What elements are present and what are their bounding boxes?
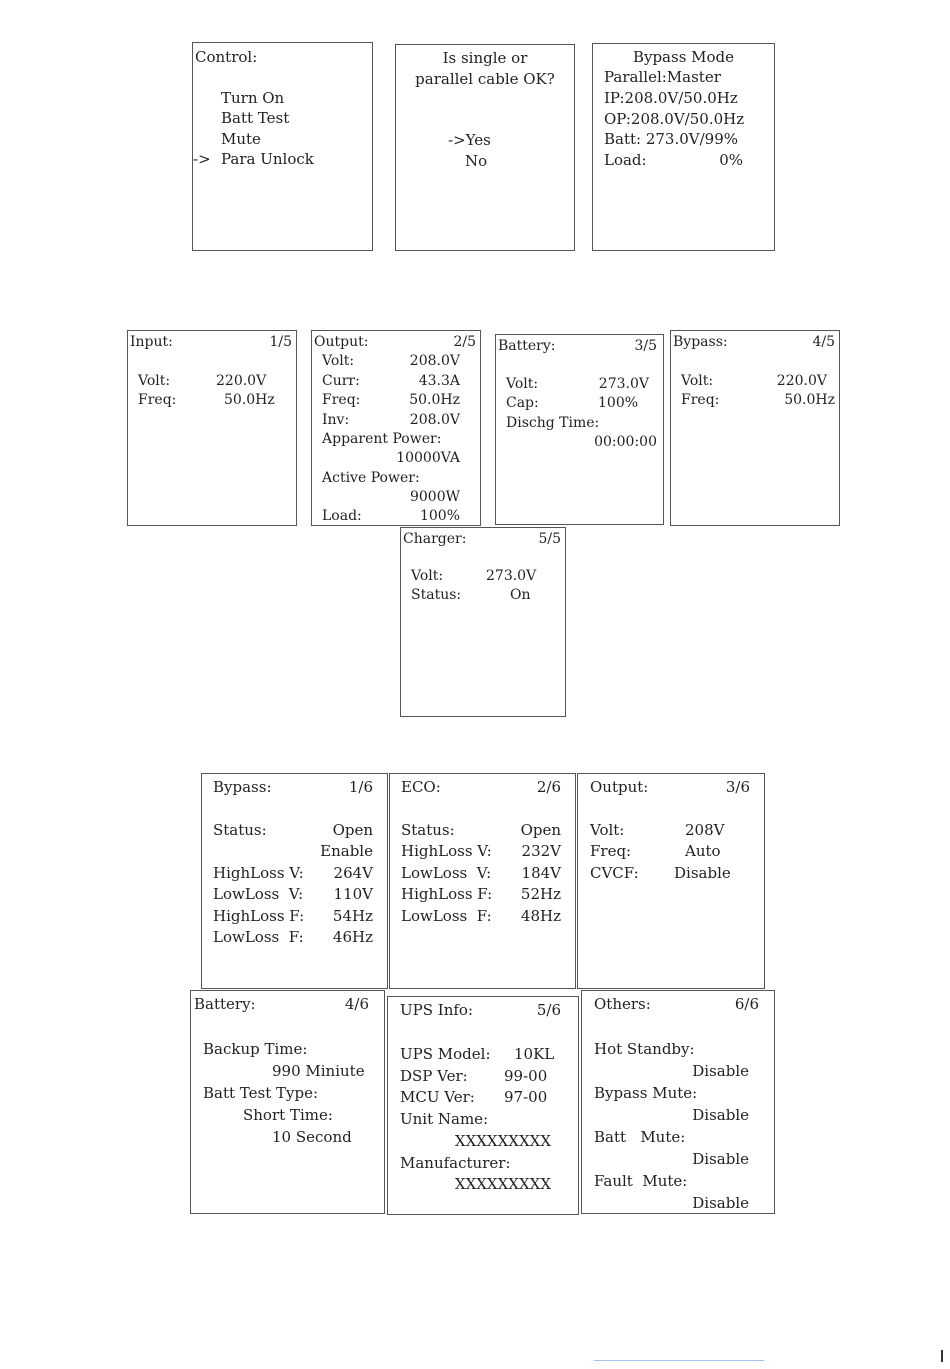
battery-title: Battery: <box>498 338 556 354</box>
bypass-lowloss-f-value: 46Hz <box>332 928 373 946</box>
eco-status-label: Status: <box>401 821 455 839</box>
battery-info-panel <box>495 334 664 525</box>
output-settings-freq-label: Freq: <box>590 842 632 860</box>
charger-volt-value: 273.0V <box>486 568 537 584</box>
output-settings-cvcf-value: Disable <box>674 864 731 882</box>
output-volt-value: 208.0V <box>409 353 460 369</box>
output-settings-panel <box>577 773 765 989</box>
output-settings-volt-label: Volt: <box>590 821 625 839</box>
eco-highloss-v-value: 232V <box>521 842 561 860</box>
input-volt-value: 220.0V <box>216 373 267 389</box>
control-menu-panel <box>192 42 373 251</box>
output-load-value: 100% <box>419 508 460 524</box>
bypass-page: 4/5 <box>812 334 835 350</box>
footer-divider-line <box>594 1360 764 1361</box>
eco-lowloss-f-label: LowLoss F: <box>401 907 492 925</box>
bypass-lowloss-f-label: LowLoss F: <box>213 928 304 946</box>
battery-dischg-label: Dischg Time: <box>506 415 600 431</box>
input-page: 1/5 <box>269 334 292 350</box>
output-page: 2/5 <box>453 334 476 350</box>
fault-mute-label: Fault Mute: <box>594 1172 688 1190</box>
page-edge-mark <box>941 1350 943 1362</box>
output-curr-label: Curr: <box>322 373 360 389</box>
manufacturer-label: Manufacturer: <box>400 1154 511 1172</box>
bypass-status-value: Open <box>332 821 373 839</box>
ups-info-page: 5/6 <box>536 1001 561 1019</box>
bypass-info-panel <box>670 330 840 526</box>
bypass-settings-title: Bypass: <box>213 778 272 796</box>
charger-volt-label: Volt: <box>411 568 444 584</box>
battery-volt-value: 273.0V <box>598 376 649 392</box>
bypass-volt-label: Volt: <box>681 373 714 389</box>
output-reading: OP:208.0V/50.0Hz <box>604 110 745 128</box>
option-yes[interactable]: ->Yes <box>448 131 491 149</box>
bypass-mute-label: Bypass Mute: <box>594 1084 698 1102</box>
menu-item-mute[interactable]: Mute <box>221 130 261 148</box>
output-settings-volt-value: 208V <box>685 821 725 839</box>
eco-title: ECO: <box>401 778 441 796</box>
battery-settings-panel <box>190 990 385 1214</box>
ups-model-label: UPS Model: <box>400 1045 491 1063</box>
unit-name-value: XXXXXXXXX <box>454 1132 551 1150</box>
charger-info-panel <box>400 527 566 717</box>
bypass-status-value-2: Enable <box>320 842 373 860</box>
others-page: 6/6 <box>734 995 759 1013</box>
output-title: Output: <box>314 334 369 350</box>
output-active-label: Active Power: <box>322 470 420 486</box>
question-line-1: Is single or <box>442 49 528 67</box>
input-volt-label: Volt: <box>138 373 171 389</box>
batt-mute-value: Disable <box>692 1150 749 1168</box>
battery-cap-value: 100% <box>598 395 639 411</box>
batt-test-type-value: Short Time: <box>243 1106 333 1124</box>
mcu-ver-label: MCU Ver: <box>400 1088 475 1106</box>
menu-item-turn-on[interactable]: Turn On <box>221 89 285 107</box>
bypass-lowloss-v-label: LowLoss V: <box>213 885 304 903</box>
mcu-ver-value: 97-00 <box>504 1088 548 1106</box>
parallel-role: Parallel:Master <box>604 68 721 86</box>
control-title: Control: <box>195 48 258 66</box>
fault-mute-value: Disable <box>692 1194 749 1212</box>
output-active-value: 9000W <box>409 489 460 505</box>
bypass-highloss-v-label: HighLoss V: <box>213 864 304 882</box>
output-freq-value: 50.0Hz <box>409 392 460 408</box>
charger-status-value: On <box>510 587 531 603</box>
ups-model-value: 10KL <box>514 1045 555 1063</box>
ups-info-title: UPS Info: <box>400 1001 474 1019</box>
load-label: Load: <box>604 151 647 169</box>
battery-settings-page: 4/6 <box>344 995 369 1013</box>
battery-cap-label: Cap: <box>506 395 539 411</box>
eco-highloss-f-label: HighLoss F: <box>401 885 493 903</box>
battery-settings-title: Battery: <box>194 995 256 1013</box>
bypass-freq-value: 50.0Hz <box>784 392 835 408</box>
eco-page: 2/6 <box>536 778 561 796</box>
battery-volt-label: Volt: <box>506 376 539 392</box>
backup-time-label: Backup Time: <box>203 1040 308 1058</box>
output-settings-cvcf-label: CVCF: <box>590 864 639 882</box>
charger-status-label: Status: <box>411 587 462 603</box>
eco-highloss-f-value: 52Hz <box>520 885 561 903</box>
bypass-highloss-v-value: 264V <box>333 864 373 882</box>
dsp-ver-label: DSP Ver: <box>400 1067 468 1085</box>
charger-page: 5/5 <box>538 531 561 547</box>
output-inv-value: 208.0V <box>409 412 460 428</box>
bypass-settings-page: 1/6 <box>348 778 373 796</box>
eco-status-value: Open <box>520 821 561 839</box>
manufacturer-value: XXXXXXXXX <box>454 1175 551 1193</box>
output-load-label: Load: <box>322 508 362 524</box>
option-no[interactable]: No <box>465 152 488 170</box>
output-info-panel <box>311 330 481 526</box>
battery-reading: Batt: 273.0V/99% <box>604 130 739 148</box>
bypass-mode-title: Bypass Mode <box>632 48 735 66</box>
bypass-lowloss-v-value: 110V <box>333 885 373 903</box>
eco-lowloss-f-value: 48Hz <box>520 907 561 925</box>
output-settings-freq-value: Auto <box>685 842 721 860</box>
eco-lowloss-v-value: 184V <box>521 864 561 882</box>
bypass-status-label: Status: <box>213 821 267 839</box>
others-title: Others: <box>594 995 651 1013</box>
battery-dischg-value: 00:00:00 <box>594 434 657 450</box>
bypass-highloss-f-value: 54Hz <box>332 907 373 925</box>
battery-page: 3/5 <box>634 338 657 354</box>
unit-name-label: Unit Name: <box>400 1110 489 1128</box>
dsp-ver-value: 99-00 <box>504 1067 548 1085</box>
input-info-panel <box>127 330 297 526</box>
output-apparent-label: Apparent Power: <box>322 431 442 447</box>
load-value: 0% <box>719 151 743 169</box>
bypass-title: Bypass: <box>673 334 728 350</box>
parallel-cable-panel <box>395 44 575 251</box>
output-inv-label: Inv: <box>322 412 350 428</box>
others-settings-panel <box>581 990 775 1214</box>
batt-test-type-label: Batt Test Type: <box>203 1084 319 1102</box>
output-settings-page: 3/6 <box>725 778 750 796</box>
bypass-volt-value: 220.0V <box>776 373 827 389</box>
hot-standby-label: Hot Standby: <box>594 1040 695 1058</box>
output-curr-value: 43.3A <box>418 373 460 389</box>
question-line-2: parallel cable OK? <box>415 70 555 88</box>
batt-test-time-value: 10 Second <box>272 1128 352 1146</box>
input-freq-label: Freq: <box>138 392 177 408</box>
backup-time-value: 990 Miniute <box>272 1062 365 1080</box>
eco-highloss-v-label: HighLoss V: <box>401 842 492 860</box>
input-reading: IP:208.0V/50.0Hz <box>604 89 738 107</box>
output-settings-title: Output: <box>590 778 649 796</box>
hot-standby-value: Disable <box>692 1062 749 1080</box>
batt-mute-label: Batt Mute: <box>594 1128 686 1146</box>
eco-lowloss-v-label: LowLoss V: <box>401 864 492 882</box>
bypass-mute-value: Disable <box>692 1106 749 1124</box>
input-title: Input: <box>130 334 173 350</box>
input-freq-value: 50.0Hz <box>224 392 275 408</box>
output-volt-label: Volt: <box>322 353 355 369</box>
bypass-highloss-f-label: HighLoss F: <box>213 907 305 925</box>
menu-pointer-arrow-icon: -> <box>193 150 211 168</box>
menu-item-para-unlock[interactable]: Para Unlock <box>221 150 314 168</box>
output-freq-label: Freq: <box>322 392 361 408</box>
bypass-freq-label: Freq: <box>681 392 720 408</box>
bypass-settings-panel <box>201 773 388 989</box>
bypass-mode-panel <box>592 43 775 251</box>
eco-settings-panel <box>389 773 576 989</box>
output-apparent-value: 10000VA <box>396 450 460 466</box>
charger-title: Charger: <box>403 531 467 547</box>
menu-item-batt-test[interactable]: Batt Test <box>221 109 290 127</box>
ups-info-panel <box>387 996 579 1215</box>
